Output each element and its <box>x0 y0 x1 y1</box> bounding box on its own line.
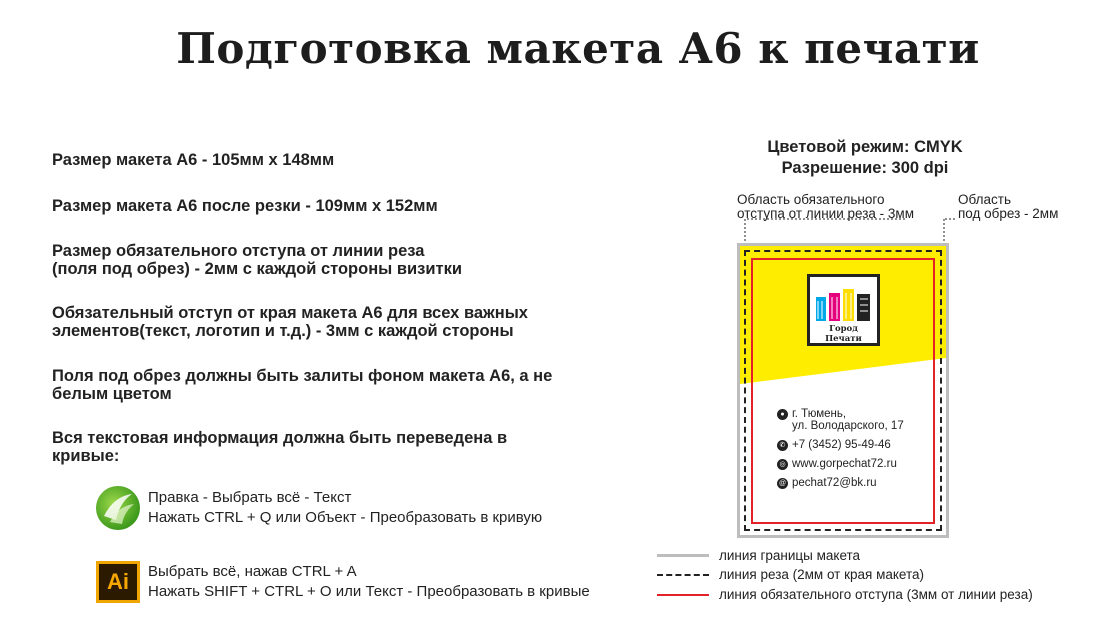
coreldraw-step-2: Нажать CTRL + Q или Объект - Преобразовать в кривую <box>148 509 543 526</box>
solid-gray-line-icon <box>657 554 709 557</box>
location-pin-icon: ● <box>777 409 788 420</box>
callout-line: Область <box>958 192 1011 207</box>
logo-text: Город Печати <box>825 324 862 344</box>
bleed-area-callout <box>958 193 1058 221</box>
logo-buildings-icon <box>816 285 872 321</box>
safe-area-callout <box>737 193 914 221</box>
illustrator-step-2: Нажать SHIFT + CTRL + O или Текст - Преобразовать в кривые <box>148 583 590 600</box>
requirement-line: Размер макета А6 - 105мм х 148мм <box>52 151 335 169</box>
web-icon: ◎ <box>777 459 788 470</box>
requirement-line: белым цветом <box>52 385 172 403</box>
callout-line: Область обязательного <box>737 192 885 207</box>
legend-label: линия обязательного отступа (3мм от линии реза) <box>719 587 1033 602</box>
callout-line: отступа от линии реза - 3мм <box>737 206 914 221</box>
color-mode-label: Цветовой режим: CMYK <box>767 138 963 156</box>
contact-line: г. Тюмень, <box>792 408 847 420</box>
requirement-size <box>52 151 622 169</box>
requirement-line: Размер макета А6 после резки - 109мм х 152мм <box>52 197 438 215</box>
contact-email <box>777 477 904 489</box>
requirement-bleed-fill <box>52 367 622 403</box>
legend-label: линия границы макета <box>719 548 861 563</box>
requirement-line: Размер обязательного отступа от линии реза <box>52 242 425 260</box>
phone-icon: ✆ <box>777 440 788 451</box>
callout-line: под обрез - 2мм <box>958 206 1059 221</box>
requirement-line: Вся текстовая информация должна быть переведена в <box>52 429 508 447</box>
resolution-label: Разрешение: 300 dpi <box>781 159 949 177</box>
requirement-bleed <box>52 242 622 278</box>
legend-item-layout-border <box>657 548 860 563</box>
requirement-line: Поля под обрез должны быть залиты фоном макета А6, а не <box>52 367 553 385</box>
illustrator-step-1: Выбрать всё, нажав CTRL + A <box>148 563 357 580</box>
dashed-black-line-icon <box>657 574 709 576</box>
coreldraw-logo-icon <box>96 486 140 530</box>
contact-line: www.gorpechat72.ru <box>792 458 897 470</box>
coreldraw-instruction <box>96 486 542 530</box>
legend-item-safe-margin <box>657 587 1033 602</box>
contact-address <box>777 408 904 432</box>
requirement-safe-margin <box>52 304 622 340</box>
legend-item-cut-line <box>657 567 924 582</box>
requirement-line: элементов(текст, логотип и т.д.) - 3мм с каждой стороны <box>52 322 514 340</box>
page-title: Подготовка макета А6 к печати <box>176 24 980 73</box>
requirement-line: Обязательный отступ от края макета А6 для всех важных <box>52 304 528 322</box>
contact-list <box>777 408 904 496</box>
contact-line: pechat72@bk.ru <box>792 477 877 489</box>
contact-website <box>777 458 904 470</box>
company-logo <box>807 274 880 346</box>
requirement-size-after-cut <box>52 197 622 215</box>
print-specs <box>700 137 1030 179</box>
legend-label: линия реза (2мм от края макета) <box>719 567 925 582</box>
requirement-line: кривые: <box>52 447 120 465</box>
requirement-line: (поля под обрез) - 2мм с каждой стороны визитки <box>52 260 462 278</box>
a6-layout-preview <box>737 243 949 538</box>
illustrator-logo-icon: Ai <box>96 561 140 603</box>
contact-line: ул. Володарского, 17 <box>792 420 904 432</box>
illustrator-instruction <box>96 561 590 603</box>
email-icon: @ <box>777 478 788 489</box>
contact-line: +7 (3452) 95-49-46 <box>792 439 891 451</box>
coreldraw-step-1: Правка - Выбрать всё - Текст <box>148 489 352 506</box>
requirement-curves <box>52 429 622 465</box>
solid-red-line-icon <box>657 594 709 596</box>
contact-phone <box>777 439 904 451</box>
